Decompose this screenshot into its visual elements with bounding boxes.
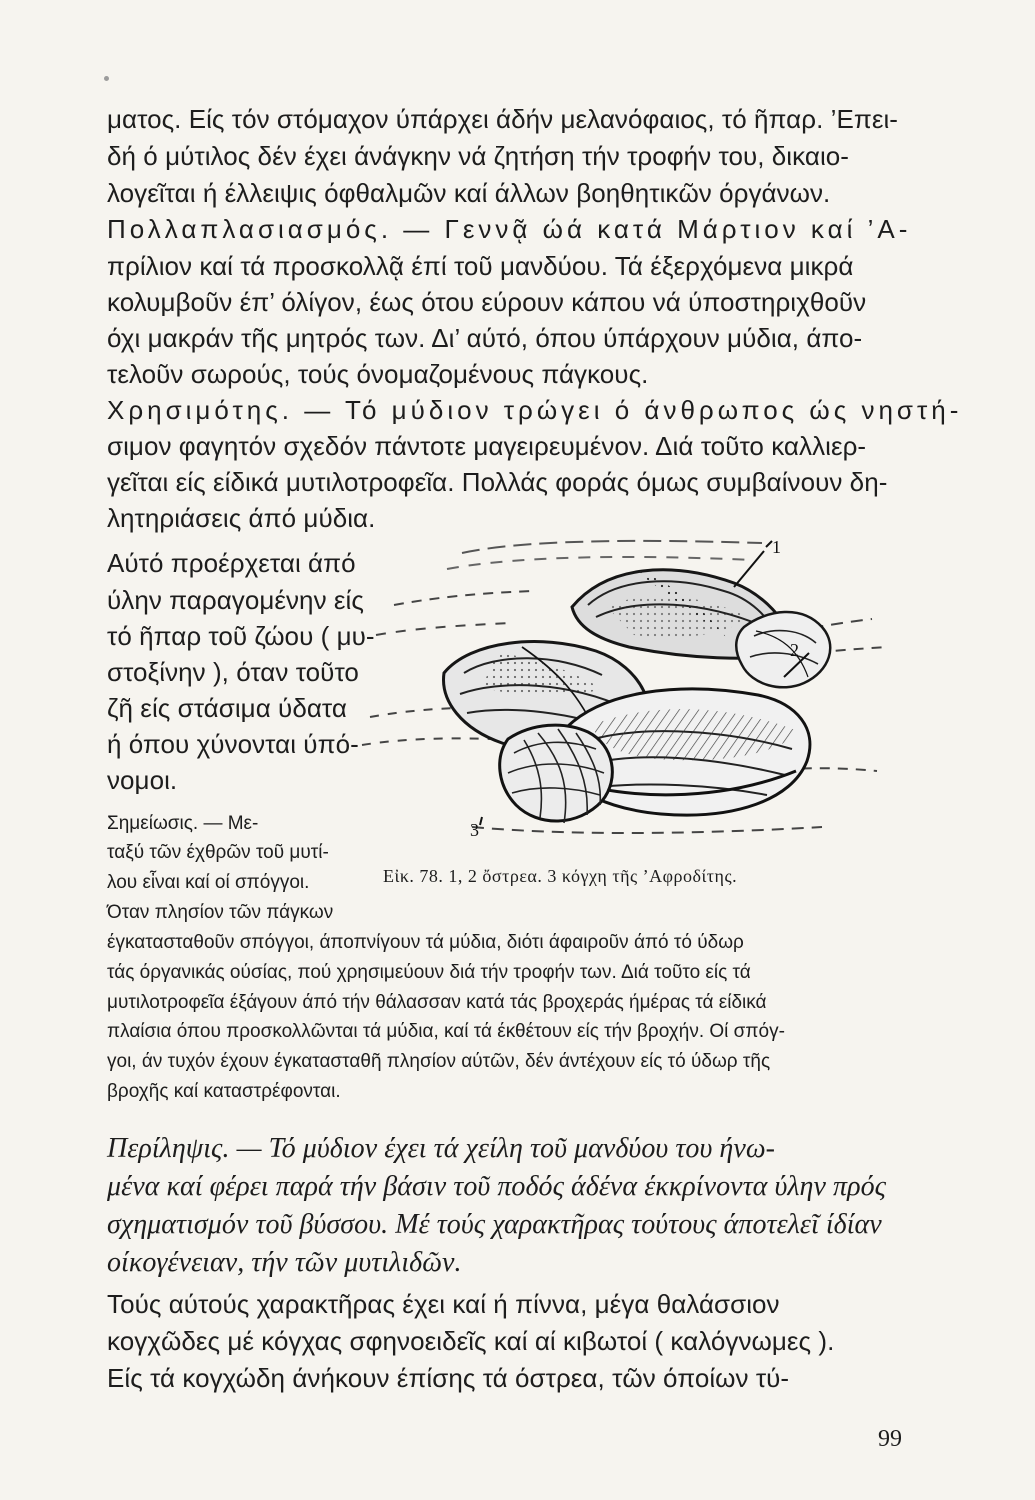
note-line: Όταν πλησίον τῶν πάγκων [107, 902, 334, 923]
text-line: λογεῖται ή έλλειψις όφθαλμῶν καί άλλων βοηθητικῶν όργάνων. [107, 178, 831, 208]
side-text-line: νομοι. [107, 765, 178, 795]
note-line: λου εἶναι καί οί σπόγγοι. [107, 872, 310, 893]
side-text-line: τό ῆπαρ τοῦ ζώου ( μυ- [107, 621, 375, 651]
side-text-line: ύλην παραγομένην είς [107, 585, 364, 615]
summary-line: μένα καί φέρει παρά τήν βάσιν τοῦ ποδός άδένα έκκρίνοντα ύλην πρός [107, 1171, 887, 1202]
text-line: λητηριάσεις άπό μύδια. [107, 503, 376, 533]
side-text-line: ζῆ είς στάσιμα ύδατα [107, 693, 347, 723]
side-text-line: στοξίνην ), όταν τοῦτο [107, 657, 359, 687]
note-line: βροχῆς καί καταστρέφονται. [107, 1081, 341, 1102]
text-line: γεῖται είς είδικά μυτιλοτροφεῖα. Πολλάς φοράς όμως συμβαίνουν δη- [107, 467, 888, 497]
note-line: ταξύ τῶν έχθρῶν τοῦ μυτί- [107, 842, 329, 863]
final-line: Τούς αύτούς χαρακτῆρας έχει καί ή πίννα, μέγα θαλάσσιον [107, 1289, 780, 1319]
text-line: πρίλιον καί τά προσκολλᾷ έπί τοῦ μανδύου. Τά έξερχόμενα μικρά [107, 251, 854, 281]
text-line: σιμον φαγητόν σχεδόν πάντοτε μαγειρευμένον. Διά τοῦτο καλλιερ- [107, 431, 867, 461]
summary-line: οίκογένειαν, τήν τῶν μυτιλιδῶν. [107, 1247, 462, 1278]
summary-line: σχηματισμόν τοῦ βύσσου. Μέ τούς χαρακτῆρας τούτους άποτελεῖ ίδίαν [107, 1209, 882, 1240]
note-line: Σημείωσις. — Με- [107, 813, 259, 834]
note-line: έγκατασταθοῦν σπόγγοι, άποπνίγουν τά μύδια, διότι άφαιροῦν άπό τό ύδωρ [107, 932, 744, 953]
section-heading-line: Χρησιμότης. — Τό μύδιον τρώγει ό άνθρωπος ώς νηστή- [107, 395, 963, 425]
text-line: όχι μακράν τῆς μητρός των. Δι’ αύτό, όπου ύπάρχουν μύδια, άπο- [107, 323, 863, 353]
oyster-illustration [352, 535, 892, 857]
summary-line: Περίληψις. — Τό μύδιον έχει τά χείλη τοῦ μανδύου του ήνω- [107, 1133, 776, 1164]
note-line: γοι, άν τυχόν έχουν έγκατασταθῆ πλησίον αύτῶν, δέν άντέχουν είς τό ύδωρ τῆς [107, 1051, 771, 1072]
oyster-illustration-icon [352, 535, 892, 857]
figure-label-3: 3 [470, 820, 479, 840]
text-line: κολυμβοῦν έπ’ όλίγον, έως ότου εύρουν κάπου νά ύποστηριχθοῦν [107, 287, 867, 317]
figure-label-2: 2 [790, 640, 799, 660]
figure-caption: Εἰκ. 78. 1, 2 ὄστρεα. 3 κόγχη τῆς ’Αφροδίτης. [383, 866, 738, 886]
ink-mark [104, 76, 109, 81]
note-line: τάς όργανικάς ούσίας, πού χρησιμεύουν διά τήν τροφήν των. Διά τοῦτο είς τά [107, 962, 751, 983]
text-line: δή ό μύτιλος δέν έχει άνάγκην νά ζητήση τήν τροφήν του, δικαιο- [107, 141, 849, 171]
note-line: πλαίσια όπου προσκολλῶνται τά μύδια, καί τά έκθέτουν είς τήν βροχήν. Οί σπόγ- [107, 1021, 785, 1042]
final-line: Είς τά κογχώδη άνήκουν έπίσης τά όστρεα, τῶν όποίων τύ- [107, 1363, 790, 1393]
note-line: μυτιλοτροφεῖα έξάγουν άπό τήν θάλασσαν κατά τάς βροχεράς ήμέρας τά είδικά [107, 992, 767, 1013]
figure-label-1: 1 [772, 537, 781, 557]
text-line: τελοῦν σωρούς, τούς όνομαζομένους πάγκους. [107, 359, 649, 389]
page-number: 99 [878, 1426, 902, 1452]
section-heading-line: Πολλαπλασιασμός. — Γεννᾷ ώά κατά Μάρτιον καί ’Α- [107, 214, 912, 244]
side-text-line: Αύτό προέρχεται άπό [107, 548, 356, 578]
text-line: ματος. Είς τόν στόμαχον ύπάρχει άδήν μελανόφαιος, τό ῆπαρ. ’Επει- [107, 104, 898, 134]
final-line: κογχῶδες μέ κόγχας σφηνοειδεῖς καί αί κιβωτοί ( καλόγνωμες ). [107, 1326, 835, 1356]
side-text-line: ή όπου χύνονται ύπό- [107, 729, 359, 759]
